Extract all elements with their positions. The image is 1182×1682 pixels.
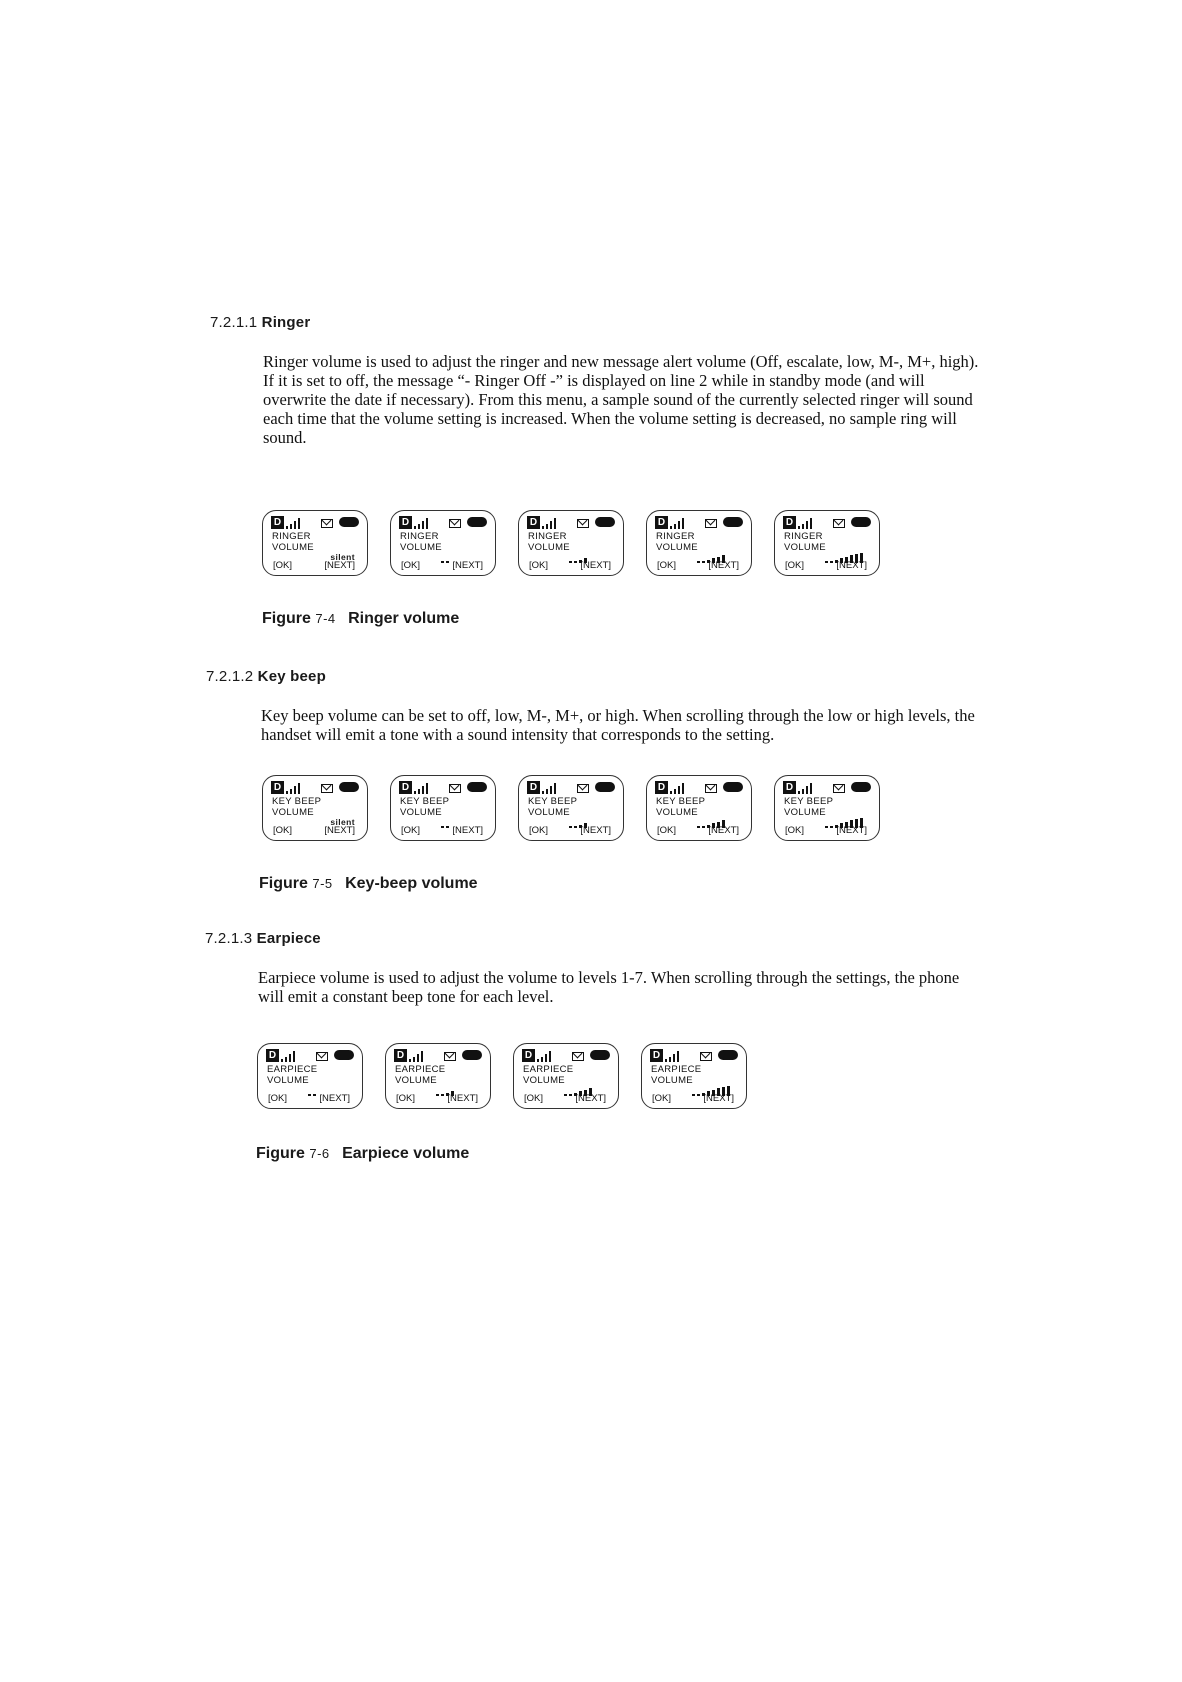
volume-dot: [441, 561, 444, 563]
battery-icon: [467, 517, 487, 527]
status-bar: [266, 1049, 354, 1063]
next-softkey: [NEXT]: [580, 825, 611, 836]
volume-dot: [697, 1094, 700, 1096]
volume-dot: [569, 1094, 572, 1096]
screen-line-1: EARPIECE: [651, 1064, 702, 1075]
signal-icon: [414, 517, 434, 529]
screen-line-2: VOLUME: [523, 1075, 565, 1086]
volume-dot: [313, 1094, 316, 1096]
signal-bar: [294, 786, 296, 794]
volume-dot: [702, 826, 705, 828]
battery-icon: [851, 517, 871, 527]
phone-screen: [774, 510, 880, 576]
signal-bar: [414, 526, 416, 529]
section-heading-ringer: 7.2.1.1 Ringer: [210, 314, 311, 331]
ok-softkey: [OK]: [785, 560, 805, 571]
next-softkey: [NEXT]: [708, 560, 739, 571]
signal-icon: [414, 782, 434, 794]
signal-icon: [542, 517, 562, 529]
section-heading-key-beep: 7.2.1.2 Key beep: [206, 668, 326, 685]
status-bar: [650, 1049, 738, 1063]
volume-dot: [692, 1094, 695, 1096]
phone-screen: [641, 1043, 747, 1109]
signal-bar: [798, 526, 800, 529]
signal-bar: [422, 521, 424, 529]
signal-bar: [682, 783, 684, 794]
signal-bar: [426, 518, 428, 529]
volume-silent-label: silent: [330, 552, 355, 562]
signal-bar: [286, 791, 288, 794]
battery-icon: [595, 517, 615, 527]
volume-dot: [697, 561, 700, 563]
screen-line-2: VOLUME: [395, 1075, 437, 1086]
envelope-icon: [577, 519, 589, 528]
next-softkey: [NEXT]: [580, 560, 611, 571]
battery-icon: [723, 782, 743, 792]
signal-bar: [294, 521, 296, 529]
phone-screen: [518, 510, 624, 576]
volume-dot: [825, 826, 828, 828]
signal-icon: [542, 782, 562, 794]
status-bar: [655, 516, 743, 530]
signal-bar: [802, 789, 804, 794]
digital-badge-icon: D: [394, 1049, 407, 1062]
signal-bar: [665, 1059, 667, 1062]
status-bar: [783, 516, 871, 530]
signal-bar: [550, 521, 552, 529]
figure-caption-7-6: Figure 7-6 Earpiece volume: [256, 1145, 470, 1162]
signal-icon: [798, 782, 818, 794]
ok-softkey: [OK]: [524, 1093, 544, 1104]
signal-bar: [426, 783, 428, 794]
next-softkey: [NEXT]: [452, 560, 483, 571]
envelope-icon: [572, 1052, 584, 1061]
screen-line-1: KEY BEEP: [272, 796, 322, 807]
phone-screen: [262, 510, 368, 576]
signal-bar: [669, 1057, 671, 1062]
key-beep-paragraph: Key beep volume can be set to off, low, M-, M+, or high. When scrolling through the low or high levels, the handset will emit a tone with a sound intensity that corresponds to the setting.: [261, 706, 975, 744]
digital-badge-icon: D: [399, 781, 412, 794]
digital-badge-icon: D: [271, 781, 284, 794]
signal-bar: [810, 518, 812, 529]
signal-bar: [286, 526, 288, 529]
digital-badge-icon: D: [271, 516, 284, 529]
ok-softkey: [OK]: [529, 825, 549, 836]
ok-softkey: [OK]: [657, 825, 677, 836]
screen-line-2: VOLUME: [656, 807, 698, 818]
signal-bar: [546, 524, 548, 529]
signal-bar: [545, 1054, 547, 1062]
battery-icon: [467, 782, 487, 792]
envelope-icon: [449, 519, 461, 528]
screen-line-2: VOLUME: [651, 1075, 693, 1086]
volume-dot: [564, 1094, 567, 1096]
ok-softkey: [OK]: [657, 560, 677, 571]
volume-dot: [436, 1094, 439, 1096]
signal-bar: [290, 789, 292, 794]
section-heading-earpiece: 7.2.1.3 Earpiece: [205, 930, 321, 947]
screen-line-2: VOLUME: [400, 807, 442, 818]
volume-dot: [825, 561, 828, 563]
signal-bar: [670, 791, 672, 794]
signal-icon: [409, 1050, 429, 1062]
screen-line-1: EARPIECE: [523, 1064, 574, 1075]
status-bar: [522, 1049, 610, 1063]
ok-softkey: [OK]: [652, 1093, 672, 1104]
screen-line-2: VOLUME: [528, 807, 570, 818]
next-softkey: [NEXT]: [324, 560, 355, 571]
next-softkey: [NEXT]: [708, 825, 739, 836]
key-beep-screens-row: [262, 775, 880, 841]
signal-bar: [289, 1054, 291, 1062]
digital-badge-icon: D: [783, 781, 796, 794]
next-softkey: [NEXT]: [836, 825, 867, 836]
signal-bar: [677, 1051, 679, 1062]
screen-line-2: VOLUME: [400, 542, 442, 553]
signal-bar: [542, 526, 544, 529]
screen-line-1: KEY BEEP: [528, 796, 578, 807]
next-softkey: [NEXT]: [836, 560, 867, 571]
volume-dot: [441, 1094, 444, 1096]
volume-dot: [569, 826, 572, 828]
screen-line-2: VOLUME: [784, 807, 826, 818]
signal-bar: [673, 1054, 675, 1062]
next-softkey: [NEXT]: [575, 1093, 606, 1104]
signal-bar: [414, 791, 416, 794]
signal-bar: [285, 1057, 287, 1062]
phone-screen: [774, 775, 880, 841]
ok-softkey: [OK]: [401, 825, 421, 836]
battery-icon: [718, 1050, 738, 1060]
volume-dot: [830, 561, 833, 563]
phone-screen: [385, 1043, 491, 1109]
figure-caption-7-5: Figure 7-5 Key-beep volume: [259, 875, 478, 892]
status-bar: [399, 516, 487, 530]
status-bar: [783, 781, 871, 795]
screen-line-2: VOLUME: [528, 542, 570, 553]
signal-icon: [665, 1050, 685, 1062]
screen-line-2: VOLUME: [656, 542, 698, 553]
envelope-icon: [316, 1052, 328, 1061]
digital-badge-icon: D: [655, 516, 668, 529]
ringer-screens-row: [262, 510, 880, 576]
envelope-icon: [700, 1052, 712, 1061]
screen-line-2: VOLUME: [272, 807, 314, 818]
volume-dot: [446, 561, 449, 563]
ok-softkey: [OK]: [268, 1093, 288, 1104]
signal-bar: [418, 524, 420, 529]
status-bar: [655, 781, 743, 795]
signal-icon: [281, 1050, 301, 1062]
volume-dot: [574, 826, 577, 828]
signal-bar: [810, 783, 812, 794]
signal-bar: [421, 1051, 423, 1062]
phone-screen: [646, 775, 752, 841]
signal-icon: [537, 1050, 557, 1062]
next-softkey: [NEXT]: [447, 1093, 478, 1104]
earpiece-paragraph: Earpiece volume is used to adjust the volume to levels 1-7. When scrolling through the settings, the phone will emit a constant beep tone for each level.: [258, 968, 960, 1006]
next-softkey: [NEXT]: [319, 1093, 350, 1104]
status-bar: [527, 516, 615, 530]
phone-screen: [390, 510, 496, 576]
signal-bar: [298, 518, 300, 529]
status-bar: [271, 516, 359, 530]
signal-bar: [806, 786, 808, 794]
battery-icon: [339, 517, 359, 527]
volume-dot: [308, 1094, 311, 1096]
screen-line-2: VOLUME: [784, 542, 826, 553]
signal-bar: [293, 1051, 295, 1062]
screen-line-1: RINGER: [400, 531, 439, 542]
envelope-icon: [449, 784, 461, 793]
next-softkey: [NEXT]: [452, 825, 483, 836]
screen-line-2: VOLUME: [272, 542, 314, 553]
signal-bar: [554, 783, 556, 794]
signal-bar: [550, 786, 552, 794]
volume-dot: [574, 561, 577, 563]
screen-line-1: EARPIECE: [395, 1064, 446, 1075]
battery-icon: [334, 1050, 354, 1060]
status-bar: [271, 781, 359, 795]
volume-dot: [830, 826, 833, 828]
phone-screen: [518, 775, 624, 841]
screen-line-1: KEY BEEP: [656, 796, 706, 807]
signal-icon: [798, 517, 818, 529]
phone-screen: [390, 775, 496, 841]
signal-bar: [674, 789, 676, 794]
signal-bar: [413, 1057, 415, 1062]
status-bar: [399, 781, 487, 795]
phone-screen: [646, 510, 752, 576]
screen-line-1: RINGER: [272, 531, 311, 542]
signal-bar: [541, 1057, 543, 1062]
status-bar: [394, 1049, 482, 1063]
signal-bar: [417, 1054, 419, 1062]
volume-dot: [569, 561, 572, 563]
ok-softkey: [OK]: [529, 560, 549, 571]
digital-badge-icon: D: [527, 516, 540, 529]
signal-bar: [670, 526, 672, 529]
ringer-paragraph: Ringer volume is used to adjust the ringer and new message alert volume (Off, escalate, low, M-, M+, high). If it is set to off, the message “- Ringer Off -” is displayed on line 2 while in standby mode (and will overwrite the date if necessary). From this menu, a sample sound of the currently selected ringer will sound each time that the volume setting is increased. When the volume setting is decreased, no sample ring will sound.: [263, 352, 979, 447]
signal-icon: [670, 517, 690, 529]
screen-line-1: EARPIECE: [267, 1064, 318, 1075]
digital-badge-icon: D: [527, 781, 540, 794]
volume-dot: [702, 561, 705, 563]
battery-icon: [462, 1050, 482, 1060]
phone-screen: [262, 775, 368, 841]
signal-icon: [670, 782, 690, 794]
digital-badge-icon: D: [783, 516, 796, 529]
signal-bar: [422, 786, 424, 794]
screen-line-1: KEY BEEP: [400, 796, 450, 807]
signal-bar: [546, 789, 548, 794]
screen-line-1: KEY BEEP: [784, 796, 834, 807]
digital-badge-icon: D: [399, 516, 412, 529]
volume-silent-label: silent: [330, 817, 355, 827]
digital-badge-icon: D: [522, 1049, 535, 1062]
signal-bar: [798, 791, 800, 794]
screen-line-2: VOLUME: [267, 1075, 309, 1086]
battery-icon: [723, 517, 743, 527]
signal-bar: [409, 1059, 411, 1062]
battery-icon: [339, 782, 359, 792]
envelope-icon: [833, 784, 845, 793]
next-softkey: [NEXT]: [324, 825, 355, 836]
signal-bar: [682, 518, 684, 529]
figure-caption-7-4: Figure 7-4 Ringer volume: [262, 610, 460, 627]
signal-bar: [678, 521, 680, 529]
volume-dot: [697, 826, 700, 828]
envelope-icon: [833, 519, 845, 528]
volume-dot: [441, 826, 444, 828]
ok-softkey: [OK]: [273, 560, 293, 571]
envelope-icon: [321, 784, 333, 793]
signal-bar: [298, 783, 300, 794]
signal-bar: [418, 789, 420, 794]
battery-icon: [595, 782, 615, 792]
volume-dot: [446, 826, 449, 828]
ok-softkey: [OK]: [401, 560, 421, 571]
envelope-icon: [577, 784, 589, 793]
digital-badge-icon: D: [266, 1049, 279, 1062]
signal-icon: [286, 782, 306, 794]
signal-bar: [678, 786, 680, 794]
signal-icon: [286, 517, 306, 529]
envelope-icon: [444, 1052, 456, 1061]
screen-line-1: RINGER: [656, 531, 695, 542]
digital-badge-icon: D: [650, 1049, 663, 1062]
signal-bar: [549, 1051, 551, 1062]
signal-bar: [537, 1059, 539, 1062]
signal-bar: [806, 521, 808, 529]
battery-icon: [590, 1050, 610, 1060]
screen-line-1: RINGER: [528, 531, 567, 542]
ok-softkey: [OK]: [396, 1093, 416, 1104]
status-bar: [527, 781, 615, 795]
signal-bar: [554, 518, 556, 529]
ok-softkey: [OK]: [785, 825, 805, 836]
phone-screen: [513, 1043, 619, 1109]
phone-screen: [257, 1043, 363, 1109]
envelope-icon: [705, 519, 717, 528]
battery-icon: [851, 782, 871, 792]
signal-bar: [802, 524, 804, 529]
signal-bar: [290, 524, 292, 529]
digital-badge-icon: D: [655, 781, 668, 794]
signal-bar: [281, 1059, 283, 1062]
next-softkey: [NEXT]: [703, 1093, 734, 1104]
earpiece-screens-row: [257, 1043, 747, 1109]
signal-bar: [542, 791, 544, 794]
signal-bar: [674, 524, 676, 529]
envelope-icon: [705, 784, 717, 793]
envelope-icon: [321, 519, 333, 528]
ok-softkey: [OK]: [273, 825, 293, 836]
screen-line-1: RINGER: [784, 531, 823, 542]
